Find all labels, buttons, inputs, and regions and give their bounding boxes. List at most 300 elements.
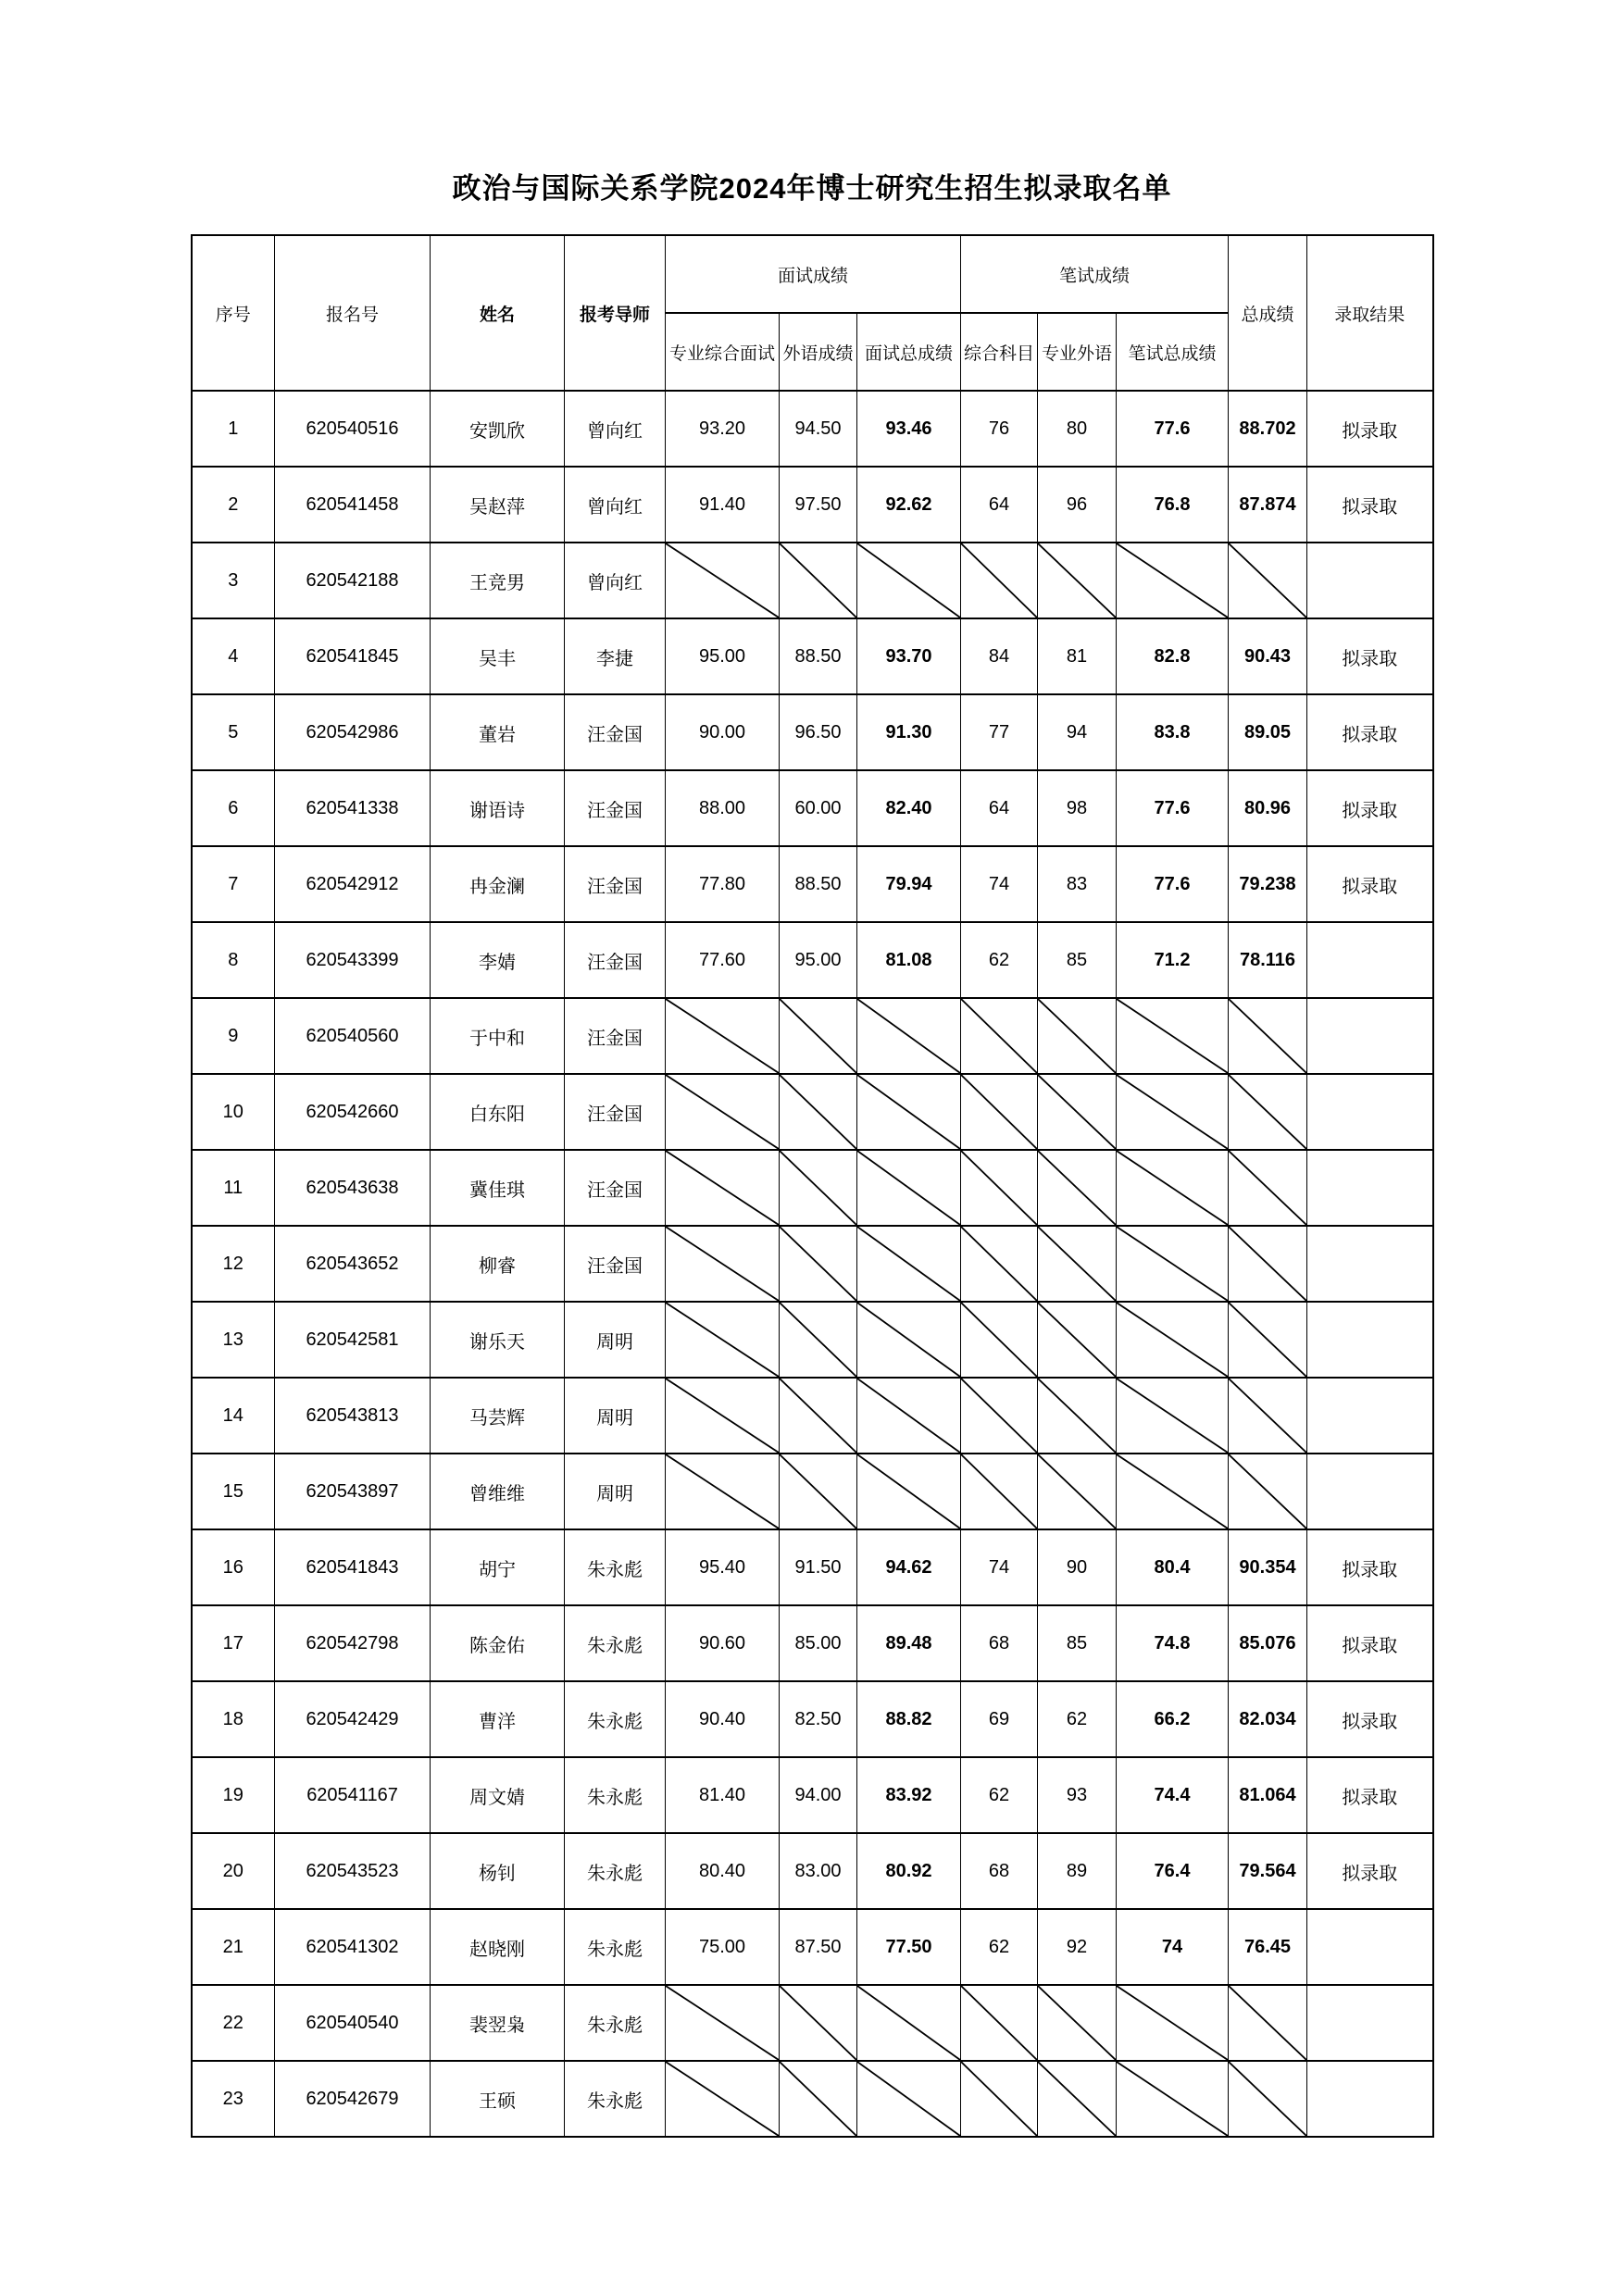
- diagonal-slash-icon: [780, 1986, 856, 2060]
- col-header-result: 录取结果: [1307, 235, 1433, 391]
- cell-no: 12: [192, 1226, 275, 1302]
- cell-interview-lang: 88.50: [780, 846, 857, 922]
- cell-interview-total: 80.92: [857, 1833, 961, 1909]
- cell-total-score: [1229, 998, 1307, 1074]
- cell-interview-total: [857, 1302, 961, 1378]
- cell-name: 吴赵萍: [431, 467, 565, 543]
- cell-interview-prof: [666, 1378, 780, 1454]
- cell-application-id: 620541167: [275, 1757, 431, 1833]
- cell-interview-prof: 91.40: [666, 467, 780, 543]
- cell-name: 柳睿: [431, 1226, 565, 1302]
- cell-written-lang: [1038, 1074, 1117, 1150]
- cell-total-score: [1229, 1150, 1307, 1226]
- cell-interview-total: 92.62: [857, 467, 961, 543]
- table-row: [192, 1909, 1433, 1985]
- cell-interview-lang: [780, 1150, 857, 1226]
- cell-name: 白东阳: [431, 1074, 565, 1150]
- diagonal-slash-icon: [961, 999, 1037, 1073]
- cell-written-comp: [961, 543, 1038, 618]
- cell-no: 9: [192, 998, 275, 1074]
- cell-no: 5: [192, 694, 275, 770]
- diagonal-slash-icon: [961, 1227, 1037, 1301]
- cell-interview-total: 89.48: [857, 1605, 961, 1681]
- cell-interview-lang: 83.00: [780, 1833, 857, 1909]
- cell-supervisor: 朱永彪: [565, 1909, 666, 1985]
- cell-result: 拟录取: [1307, 1681, 1433, 1757]
- cell-no: 22: [192, 1985, 275, 2061]
- cell-no: 16: [192, 1529, 275, 1605]
- cell-written-total: [1117, 1985, 1229, 2061]
- cell-result: 拟录取: [1307, 770, 1433, 846]
- cell-written-total: 66.2: [1117, 1681, 1229, 1757]
- cell-application-id: 620542912: [275, 846, 431, 922]
- diagonal-slash-icon: [780, 1379, 856, 1453]
- cell-name: 冀佳琪: [431, 1150, 565, 1226]
- diagonal-slash-icon: [961, 543, 1037, 618]
- cell-name: 吴丰: [431, 618, 565, 694]
- cell-result: [1307, 1150, 1433, 1226]
- cell-no: 21: [192, 1909, 275, 1985]
- cell-interview-total: [857, 1378, 961, 1454]
- cell-no: 7: [192, 846, 275, 922]
- cell-written-comp: 74: [961, 1529, 1038, 1605]
- cell-written-total: [1117, 1226, 1229, 1302]
- table-row: [192, 618, 1433, 694]
- cell-supervisor: 汪金国: [565, 922, 666, 998]
- cell-written-comp: [961, 1454, 1038, 1529]
- cell-total-score: [1229, 1985, 1307, 2061]
- cell-total-score: [1229, 1454, 1307, 1529]
- diagonal-slash-icon: [1038, 1454, 1116, 1529]
- cell-result: 拟录取: [1307, 1529, 1433, 1605]
- col-header-written-comp: 综合科目: [961, 313, 1038, 391]
- cell-name: 曾维维: [431, 1454, 565, 1529]
- cell-result: [1307, 998, 1433, 1074]
- cell-no: 17: [192, 1605, 275, 1681]
- cell-written-comp: 62: [961, 1909, 1038, 1985]
- cell-interview-prof: 77.60: [666, 922, 780, 998]
- diagonal-slash-icon: [1117, 1227, 1228, 1301]
- cell-total-score: 90.354: [1229, 1529, 1307, 1605]
- cell-written-total: [1117, 2061, 1229, 2137]
- cell-total-score: 90.43: [1229, 618, 1307, 694]
- diagonal-slash-icon: [1229, 999, 1306, 1073]
- diagonal-slash-icon: [780, 1151, 856, 1225]
- diagonal-slash-icon: [1229, 1454, 1306, 1529]
- cell-written-comp: [961, 1985, 1038, 2061]
- col-header-no: 序号: [192, 235, 275, 391]
- cell-interview-lang: [780, 1985, 857, 2061]
- cell-written-total: 74.4: [1117, 1757, 1229, 1833]
- cell-interview-total: 83.92: [857, 1757, 961, 1833]
- cell-interview-lang: 91.50: [780, 1529, 857, 1605]
- cell-interview-total: 77.50: [857, 1909, 961, 1985]
- diagonal-slash-icon: [666, 1454, 779, 1529]
- cell-written-lang: 92: [1038, 1909, 1117, 1985]
- cell-supervisor: 汪金国: [565, 1226, 666, 1302]
- cell-interview-total: 79.94: [857, 846, 961, 922]
- cell-written-comp: [961, 1302, 1038, 1378]
- cell-written-total: [1117, 1150, 1229, 1226]
- cell-written-lang: [1038, 543, 1117, 618]
- cell-total-score: [1229, 543, 1307, 618]
- cell-written-comp: [961, 1226, 1038, 1302]
- cell-written-lang: 93: [1038, 1757, 1117, 1833]
- diagonal-slash-icon: [1117, 1075, 1228, 1149]
- diagonal-slash-icon: [1229, 543, 1306, 618]
- cell-name: 马芸辉: [431, 1378, 565, 1454]
- cell-supervisor: 汪金国: [565, 770, 666, 846]
- cell-interview-lang: [780, 1378, 857, 1454]
- table-row: [192, 467, 1433, 543]
- cell-no: 15: [192, 1454, 275, 1529]
- cell-supervisor: 汪金国: [565, 1074, 666, 1150]
- cell-interview-total: [857, 1150, 961, 1226]
- cell-no: 10: [192, 1074, 275, 1150]
- cell-application-id: 620541302: [275, 1909, 431, 1985]
- cell-name: 王竞男: [431, 543, 565, 618]
- cell-written-comp: [961, 998, 1038, 1074]
- cell-name: 周文婧: [431, 1757, 565, 1833]
- cell-written-total: 82.8: [1117, 618, 1229, 694]
- table-header: [192, 235, 1433, 391]
- diagonal-slash-icon: [666, 999, 779, 1073]
- cell-result: [1307, 543, 1433, 618]
- diagonal-slash-icon: [1038, 1075, 1116, 1149]
- cell-application-id: 620541845: [275, 618, 431, 694]
- cell-interview-lang: 88.50: [780, 618, 857, 694]
- admission-table: [191, 234, 1434, 2138]
- cell-interview-prof: [666, 1226, 780, 1302]
- diagonal-slash-icon: [666, 1227, 779, 1301]
- cell-no: 11: [192, 1150, 275, 1226]
- diagonal-slash-icon: [961, 1454, 1037, 1529]
- cell-no: 14: [192, 1378, 275, 1454]
- cell-interview-lang: 94.50: [780, 391, 857, 467]
- table-row: [192, 1378, 1433, 1454]
- cell-interview-lang: 60.00: [780, 770, 857, 846]
- cell-supervisor: 朱永彪: [565, 1605, 666, 1681]
- cell-result: 拟录取: [1307, 1605, 1433, 1681]
- cell-supervisor: 朱永彪: [565, 1985, 666, 2061]
- cell-supervisor: 汪金国: [565, 1150, 666, 1226]
- cell-name: 李婧: [431, 922, 565, 998]
- cell-written-comp: 77: [961, 694, 1038, 770]
- cell-interview-prof: [666, 1302, 780, 1378]
- cell-application-id: 620540540: [275, 1985, 431, 2061]
- diagonal-slash-icon: [857, 1379, 960, 1453]
- cell-written-comp: [961, 1074, 1038, 1150]
- col-header-written-lang: 专业外语: [1038, 313, 1117, 391]
- cell-interview-prof: 90.00: [666, 694, 780, 770]
- cell-written-comp: [961, 2061, 1038, 2137]
- cell-result: 拟录取: [1307, 467, 1433, 543]
- cell-written-lang: 85: [1038, 1605, 1117, 1681]
- cell-written-lang: 90: [1038, 1529, 1117, 1605]
- cell-result: [1307, 1985, 1433, 2061]
- cell-written-total: 83.8: [1117, 694, 1229, 770]
- cell-no: 20: [192, 1833, 275, 1909]
- cell-interview-prof: [666, 1074, 780, 1150]
- cell-application-id: 620543638: [275, 1150, 431, 1226]
- header-row-groups: [192, 235, 1433, 313]
- table-row: [192, 1757, 1433, 1833]
- cell-written-lang: 89: [1038, 1833, 1117, 1909]
- cell-interview-total: [857, 998, 961, 1074]
- cell-total-score: 79.238: [1229, 846, 1307, 922]
- cell-total-score: [1229, 2061, 1307, 2137]
- diagonal-slash-icon: [961, 1075, 1037, 1149]
- cell-total-score: 85.076: [1229, 1605, 1307, 1681]
- cell-no: 6: [192, 770, 275, 846]
- cell-name: 曹洋: [431, 1681, 565, 1757]
- diagonal-slash-icon: [1229, 1986, 1306, 2060]
- cell-written-lang: [1038, 1985, 1117, 2061]
- cell-result: [1307, 1226, 1433, 1302]
- diagonal-slash-icon: [1117, 1379, 1228, 1453]
- diagonal-slash-icon: [857, 1454, 960, 1529]
- cell-written-total: 74.8: [1117, 1605, 1229, 1681]
- cell-result: 拟录取: [1307, 391, 1433, 467]
- cell-application-id: 620542581: [275, 1302, 431, 1378]
- cell-total-score: 88.702: [1229, 391, 1307, 467]
- cell-interview-total: [857, 1454, 961, 1529]
- cell-written-lang: 85: [1038, 922, 1117, 998]
- cell-interview-prof: [666, 1150, 780, 1226]
- table-row: [192, 1150, 1433, 1226]
- cell-written-total: 76.8: [1117, 467, 1229, 543]
- cell-total-score: [1229, 1378, 1307, 1454]
- cell-total-score: [1229, 1074, 1307, 1150]
- cell-written-lang: [1038, 1378, 1117, 1454]
- cell-total-score: [1229, 1226, 1307, 1302]
- cell-interview-prof: [666, 1454, 780, 1529]
- cell-total-score: 87.874: [1229, 467, 1307, 543]
- diagonal-slash-icon: [780, 1075, 856, 1149]
- cell-interview-total: [857, 543, 961, 618]
- cell-supervisor: 曾向红: [565, 391, 666, 467]
- cell-result: 拟录取: [1307, 846, 1433, 922]
- cell-interview-total: 93.46: [857, 391, 961, 467]
- cell-written-total: 77.6: [1117, 770, 1229, 846]
- cell-supervisor: 朱永彪: [565, 1757, 666, 1833]
- table-row: [192, 1985, 1433, 2061]
- col-group-written: 笔试成绩: [961, 235, 1229, 313]
- cell-application-id: 620542798: [275, 1605, 431, 1681]
- diagonal-slash-icon: [1229, 1151, 1306, 1225]
- cell-interview-prof: [666, 1985, 780, 2061]
- cell-interview-lang: 94.00: [780, 1757, 857, 1833]
- cell-interview-lang: 82.50: [780, 1681, 857, 1757]
- col-header-supervisor: 报考导师: [565, 235, 666, 391]
- cell-interview-prof: 90.40: [666, 1681, 780, 1757]
- diagonal-slash-icon: [857, 2062, 960, 2136]
- col-header-total: 总成绩: [1229, 235, 1307, 391]
- diagonal-slash-icon: [857, 1303, 960, 1377]
- cell-written-comp: 64: [961, 770, 1038, 846]
- cell-name: 王硕: [431, 2061, 565, 2137]
- diagonal-slash-icon: [857, 1986, 960, 2060]
- diagonal-slash-icon: [1038, 2062, 1116, 2136]
- cell-total-score: 82.034: [1229, 1681, 1307, 1757]
- cell-result: [1307, 1909, 1433, 1985]
- cell-no: 18: [192, 1681, 275, 1757]
- cell-name: 冉金澜: [431, 846, 565, 922]
- diagonal-slash-icon: [666, 1151, 779, 1225]
- cell-written-total: 76.4: [1117, 1833, 1229, 1909]
- cell-application-id: 620542188: [275, 543, 431, 618]
- table-row: [192, 2061, 1433, 2137]
- cell-written-comp: 74: [961, 846, 1038, 922]
- cell-total-score: 81.064: [1229, 1757, 1307, 1833]
- cell-interview-lang: 96.50: [780, 694, 857, 770]
- table-row: [192, 543, 1433, 618]
- cell-interview-prof: 77.80: [666, 846, 780, 922]
- cell-written-comp: 68: [961, 1833, 1038, 1909]
- cell-no: 19: [192, 1757, 275, 1833]
- diagonal-slash-icon: [961, 1303, 1037, 1377]
- cell-supervisor: 曾向红: [565, 543, 666, 618]
- cell-no: 4: [192, 618, 275, 694]
- cell-written-comp: 69: [961, 1681, 1038, 1757]
- cell-interview-prof: 75.00: [666, 1909, 780, 1985]
- cell-written-total: [1117, 543, 1229, 618]
- table-row: [192, 1074, 1433, 1150]
- cell-written-total: [1117, 1302, 1229, 1378]
- cell-interview-total: 93.70: [857, 618, 961, 694]
- diagonal-slash-icon: [1038, 1303, 1116, 1377]
- cell-written-comp: 62: [961, 1757, 1038, 1833]
- cell-supervisor: 朱永彪: [565, 2061, 666, 2137]
- cell-application-id: 620540516: [275, 391, 431, 467]
- cell-no: 2: [192, 467, 275, 543]
- cell-interview-total: [857, 1074, 961, 1150]
- cell-application-id: 620543523: [275, 1833, 431, 1909]
- col-header-id: 报名号: [275, 235, 431, 391]
- col-header-interview-total: 面试总成绩: [857, 313, 961, 391]
- cell-no: 23: [192, 2061, 275, 2137]
- cell-interview-lang: 95.00: [780, 922, 857, 998]
- cell-written-lang: 83: [1038, 846, 1117, 922]
- table-row: [192, 1302, 1433, 1378]
- cell-name: 赵晓刚: [431, 1909, 565, 1985]
- cell-no: 13: [192, 1302, 275, 1378]
- table-row: [192, 1226, 1433, 1302]
- cell-application-id: 620542660: [275, 1074, 431, 1150]
- cell-result: [1307, 2061, 1433, 2137]
- cell-interview-total: [857, 2061, 961, 2137]
- diagonal-slash-icon: [780, 2062, 856, 2136]
- cell-written-total: [1117, 1074, 1229, 1150]
- cell-written-lang: 81: [1038, 618, 1117, 694]
- cell-supervisor: 朱永彪: [565, 1529, 666, 1605]
- cell-written-total: 77.6: [1117, 846, 1229, 922]
- diagonal-slash-icon: [1117, 543, 1228, 618]
- cell-written-total: [1117, 1378, 1229, 1454]
- cell-application-id: 620543399: [275, 922, 431, 998]
- cell-no: 3: [192, 543, 275, 618]
- cell-interview-total: 88.82: [857, 1681, 961, 1757]
- cell-interview-lang: [780, 1302, 857, 1378]
- cell-result: 拟录取: [1307, 618, 1433, 694]
- cell-interview-lang: [780, 1454, 857, 1529]
- col-header-interview-lang: 外语成绩: [780, 313, 857, 391]
- col-group-interview: 面试成绩: [666, 235, 961, 313]
- cell-result: [1307, 922, 1433, 998]
- cell-written-lang: [1038, 1454, 1117, 1529]
- table-row: [192, 1454, 1433, 1529]
- page-title: 政治与国际关系学院2024年博士研究生招生拟录取名单: [452, 172, 1172, 205]
- cell-result: [1307, 1302, 1433, 1378]
- cell-supervisor: 朱永彪: [565, 1833, 666, 1909]
- cell-written-lang: [1038, 1150, 1117, 1226]
- cell-written-total: [1117, 1454, 1229, 1529]
- cell-interview-total: 91.30: [857, 694, 961, 770]
- cell-interview-total: 94.62: [857, 1529, 961, 1605]
- diagonal-slash-icon: [1117, 1454, 1228, 1529]
- diagonal-slash-icon: [780, 1227, 856, 1301]
- diagonal-slash-icon: [1038, 543, 1116, 618]
- cell-name: 胡宁: [431, 1529, 565, 1605]
- cell-total-score: 80.96: [1229, 770, 1307, 846]
- cell-written-lang: 94: [1038, 694, 1117, 770]
- diagonal-slash-icon: [780, 1303, 856, 1377]
- cell-application-id: 620542986: [275, 694, 431, 770]
- col-header-written-total: 笔试总成绩: [1117, 313, 1229, 391]
- cell-application-id: 620542679: [275, 2061, 431, 2137]
- table-row: [192, 998, 1433, 1074]
- cell-interview-lang: [780, 2061, 857, 2137]
- diagonal-slash-icon: [961, 1379, 1037, 1453]
- diagonal-slash-icon: [1229, 1075, 1306, 1149]
- diagonal-slash-icon: [666, 1379, 779, 1453]
- cell-no: 8: [192, 922, 275, 998]
- cell-written-comp: [961, 1378, 1038, 1454]
- cell-written-comp: 68: [961, 1605, 1038, 1681]
- diagonal-slash-icon: [1117, 1303, 1228, 1377]
- diagonal-slash-icon: [961, 1986, 1037, 2060]
- cell-interview-prof: 80.40: [666, 1833, 780, 1909]
- cell-interview-prof: 93.20: [666, 391, 780, 467]
- table-row: [192, 694, 1433, 770]
- table-row: [192, 846, 1433, 922]
- cell-written-comp: 76: [961, 391, 1038, 467]
- col-header-interview-prof: 专业综合面试: [666, 313, 780, 391]
- cell-interview-lang: [780, 1074, 857, 1150]
- diagonal-slash-icon: [857, 1075, 960, 1149]
- diagonal-slash-icon: [961, 2062, 1037, 2136]
- cell-interview-prof: 95.40: [666, 1529, 780, 1605]
- cell-supervisor: 周明: [565, 1454, 666, 1529]
- diagonal-slash-icon: [666, 1986, 779, 2060]
- cell-written-total: 80.4: [1117, 1529, 1229, 1605]
- cell-interview-lang: [780, 543, 857, 618]
- cell-written-total: 77.6: [1117, 391, 1229, 467]
- cell-result: 拟录取: [1307, 1833, 1433, 1909]
- cell-name: 杨钊: [431, 1833, 565, 1909]
- diagonal-slash-icon: [1229, 1227, 1306, 1301]
- diagonal-slash-icon: [666, 1075, 779, 1149]
- cell-total-score: 78.116: [1229, 922, 1307, 998]
- diagonal-slash-icon: [1038, 999, 1116, 1073]
- cell-result: 拟录取: [1307, 1757, 1433, 1833]
- table-row: [192, 770, 1433, 846]
- cell-supervisor: 汪金国: [565, 998, 666, 1074]
- cell-application-id: 620542429: [275, 1681, 431, 1757]
- cell-interview-prof: 88.00: [666, 770, 780, 846]
- diagonal-slash-icon: [666, 2062, 779, 2136]
- admission-table-body: [192, 391, 1433, 2137]
